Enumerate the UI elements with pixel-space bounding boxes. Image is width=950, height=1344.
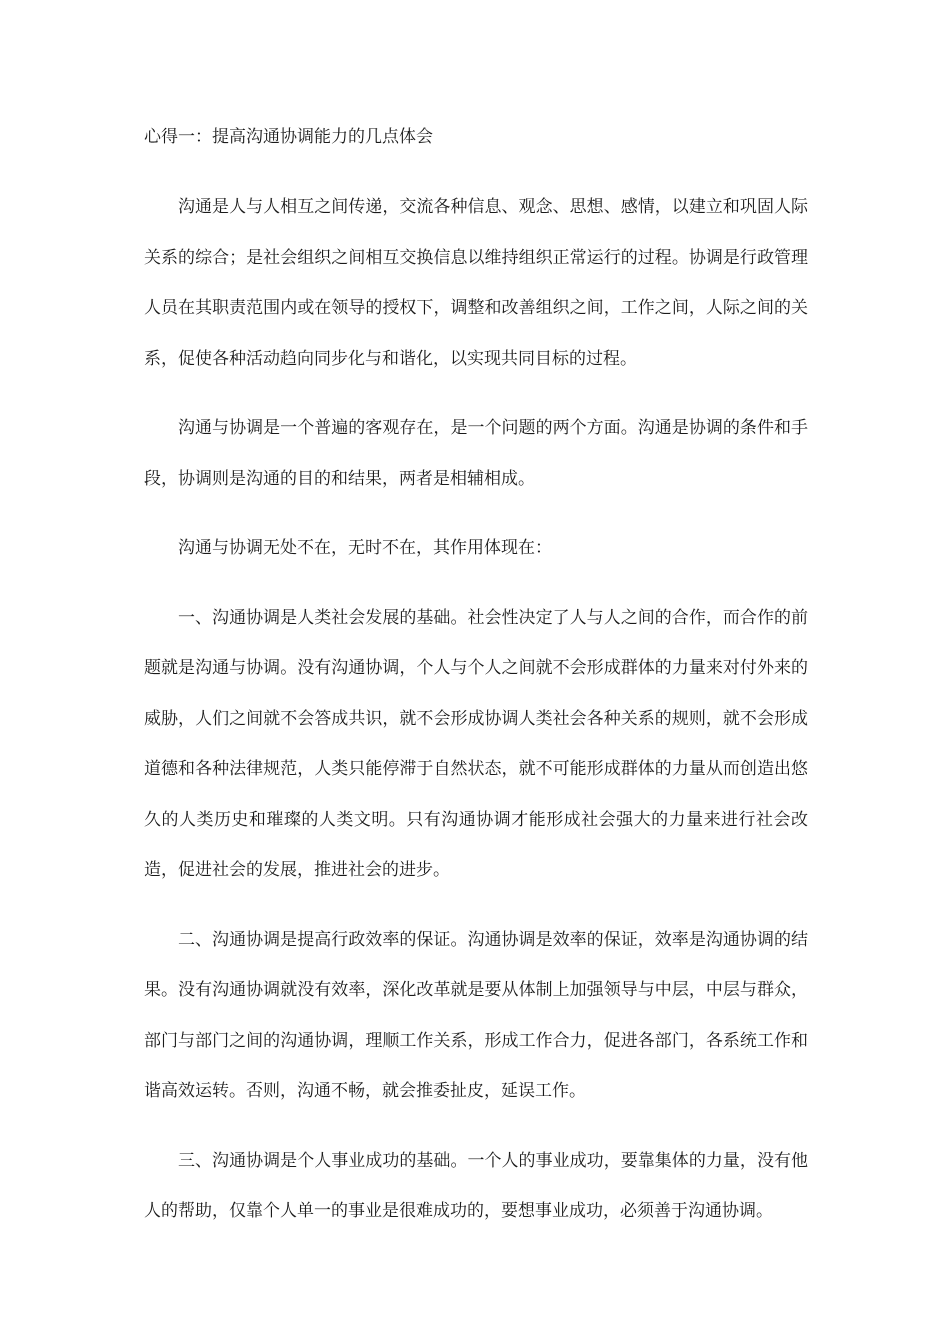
document-page [144,112,808,1256]
paragraph-intro: 沟通与协调无处不在，无时不在，其作用体现在： [178,538,552,558]
paragraph-point-two: 二、沟通协调是提高行政效率的保证。沟通协调是效率的保证，效率是沟通协调的结果。没有沟通协调就没有效率，深化改革就是要从体制上加强领导与中层，中层与群众，部门与部门之间的沟通协调，理顺工作关系，形成工作合力，促进各部门，各系统工作和谐高效运转。否则，沟通不畅，就会推委扯皮，延误工作。 [144,929,808,1101]
document-title: 心得一：提高沟通协调能力的几点体会 [144,127,433,147]
paragraph-point-three: 三、沟通协调是个人事业成功的基础。一个人的事业成功，要靠集体的力量，没有他人的帮助，仅靠个人单一的事业是很难成功的，要想事业成功，必须善于沟通协调。 [144,1150,808,1221]
paragraph-point-one: 一、沟通协调是人类社会发展的基础。社会性决定了人与人之间的合作，而合作的前题就是沟通与协调。没有沟通协调，个人与个人之间就不会形成群体的力量来对付外来的威胁，人们之间就不会答成共识，就不会形成协调人类社会各种关系的规则，就不会形成道德和各种法律规范，人类只能停滞于自然状态，就不可能形成群体的力量从而创造出悠久的人类历史和璀璨的人类文明。只有沟通协调才能形成社会强大的力量来进行社会改造，促进社会的发展，推进社会的进步。 [144,607,808,880]
paragraph-relationship: 沟通与协调是一个普遍的客观存在，是一个问题的两个方面。沟通是协调的条件和手段，协调则是沟通的目的和结果，两者是相辅相成。 [144,418,808,489]
paragraph-definition: 沟通是人与人相互之间传递，交流各种信息、观念、思想、感情，以建立和巩固人际关系的综合；是社会组织之间相互交换信息以维持组织正常运行的过程。协调是行政管理人员在其职责范围内或在领导的授权下，调整和改善组织之间，工作之间，人际之间的关系，促使各种活动趋向同步化与和谐化，以实现共同目标的过程。 [144,197,808,369]
